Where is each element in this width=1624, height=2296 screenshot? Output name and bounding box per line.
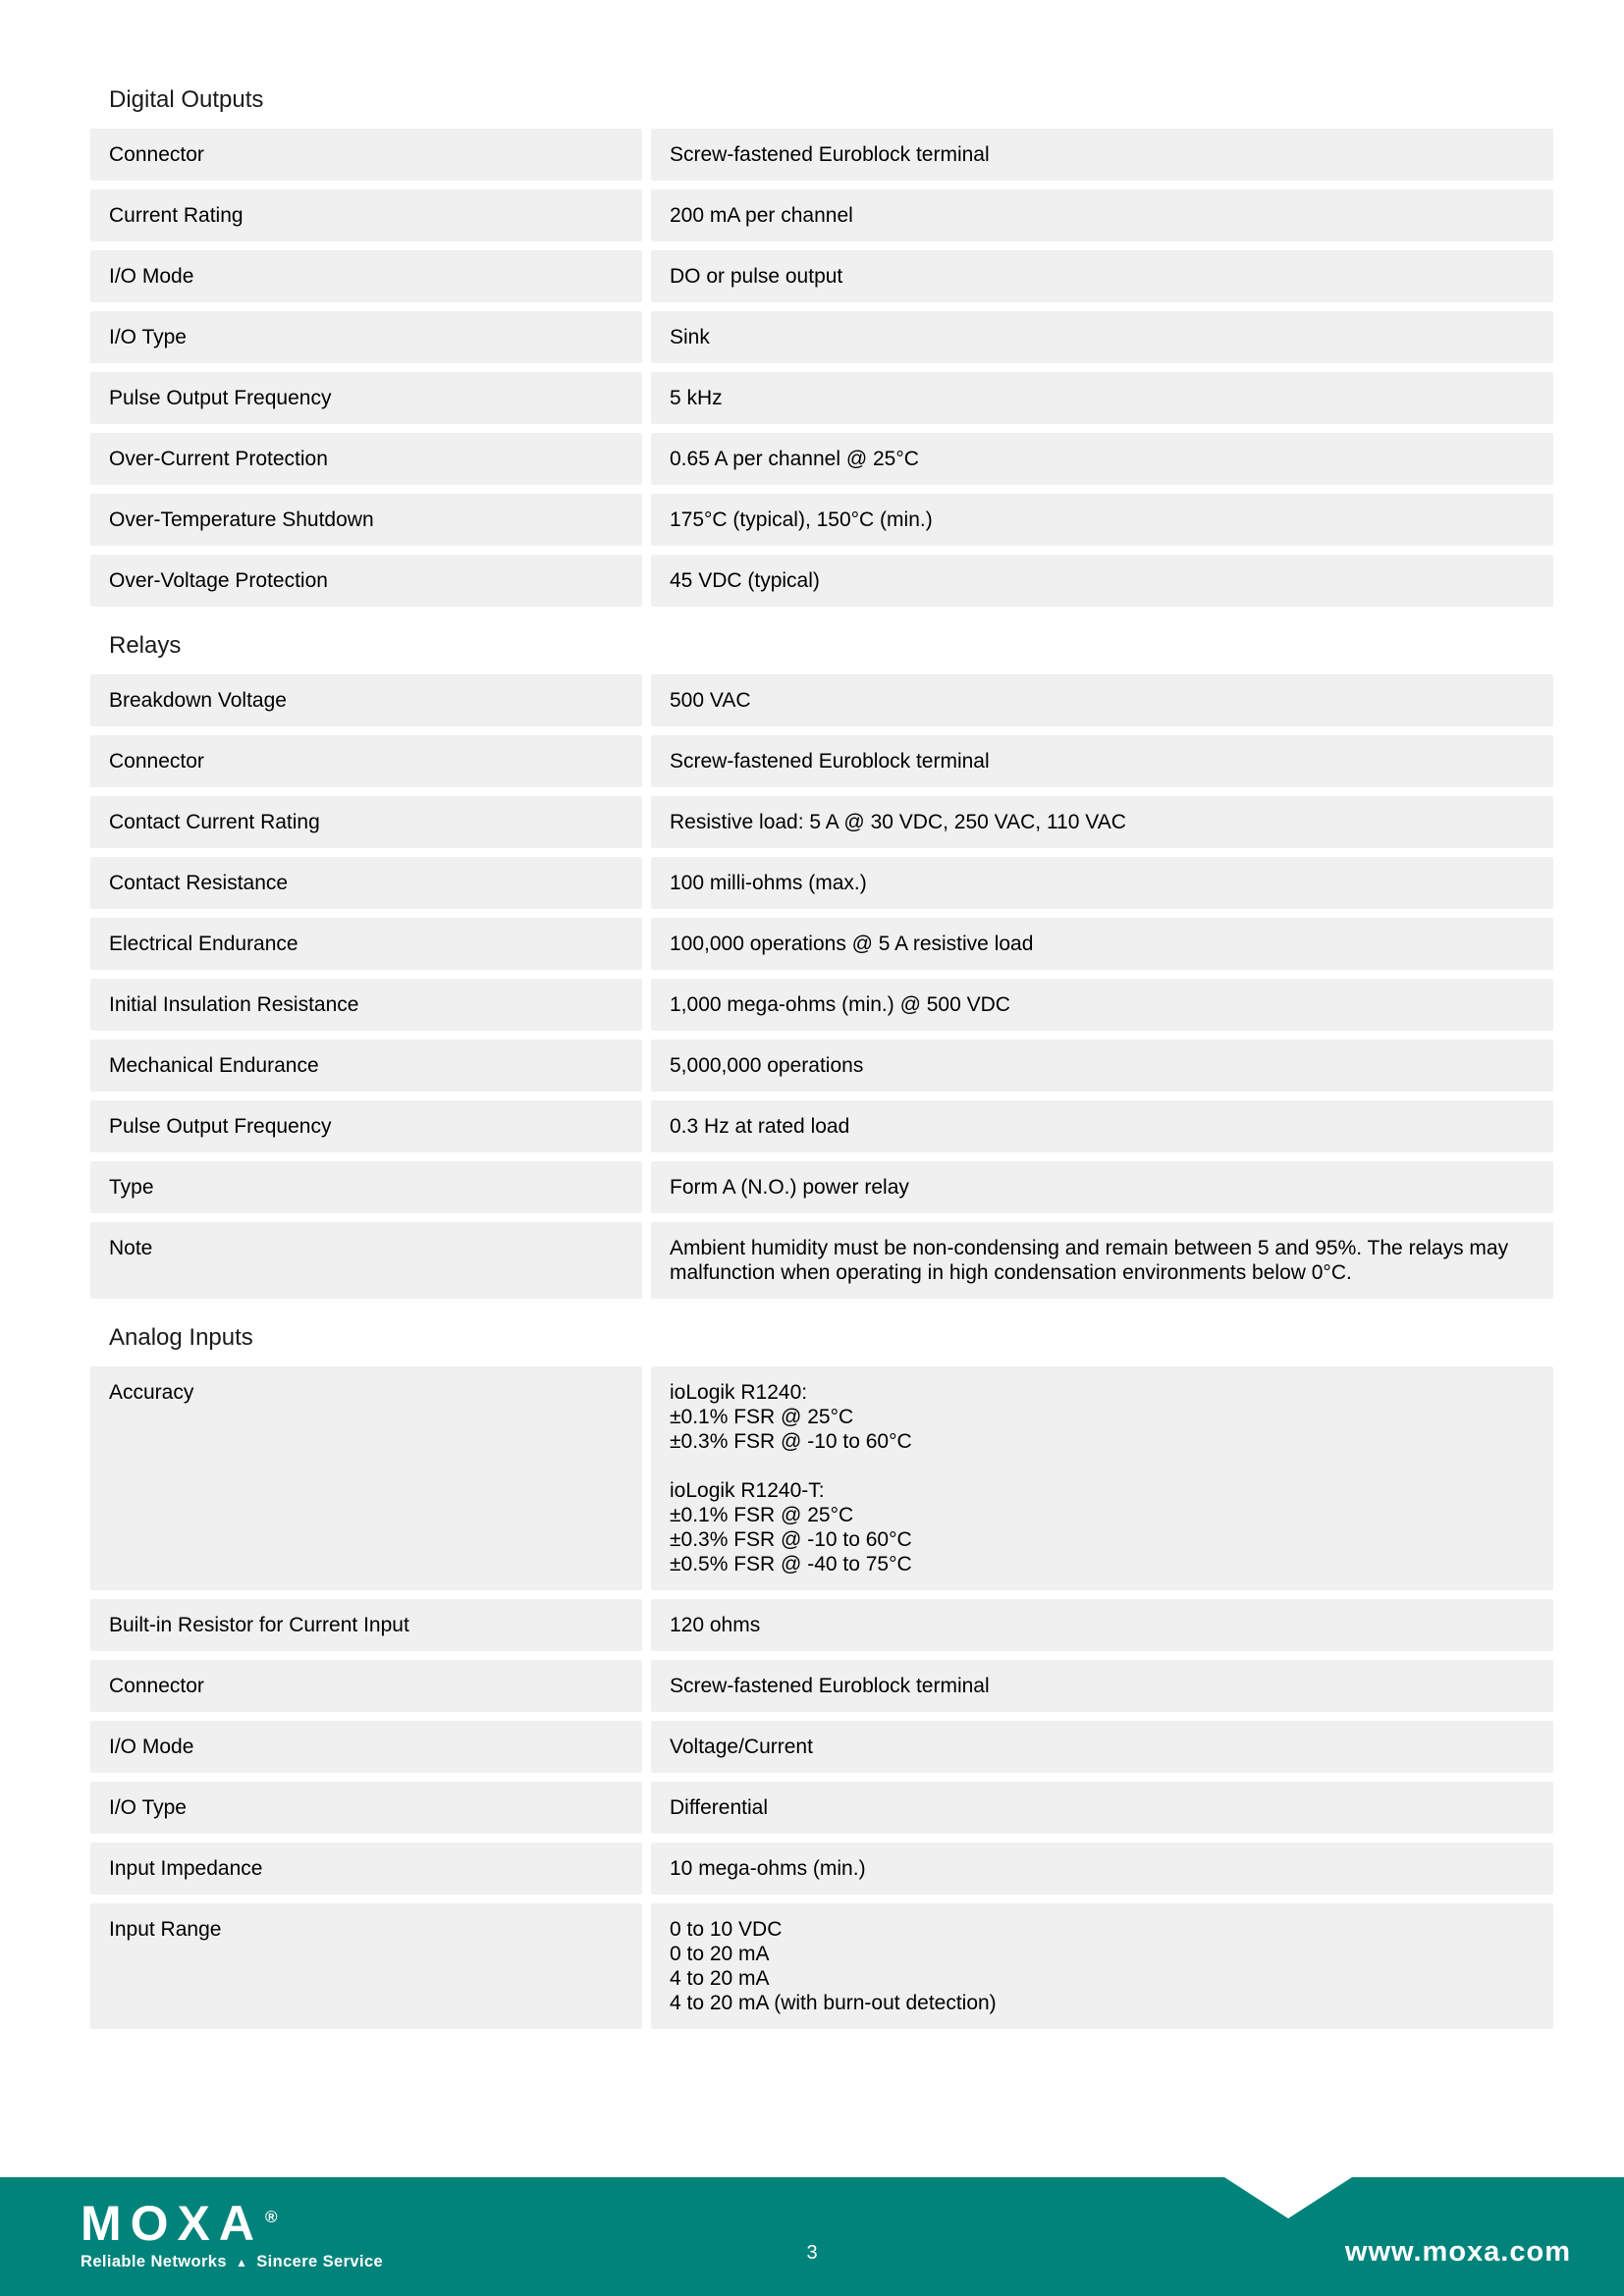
spec-value — [651, 555, 1553, 607]
spec-label: Over-Temperature Shutdown — [90, 494, 642, 546]
spec-section — [90, 632, 1553, 1299]
spec-value-line: ±0.1% FSR @ 25°C — [670, 1504, 854, 1526]
table-row — [90, 857, 1553, 909]
spec-value-line: Form A (N.O.) power relay — [670, 1176, 909, 1199]
spec-value — [651, 1100, 1553, 1152]
moxa-logo-wordmark — [81, 2196, 383, 2251]
spec-value-line: 10 mega-ohms (min.) — [670, 1857, 866, 1880]
spec-value — [651, 979, 1553, 1031]
registered-mark: ® — [265, 2208, 278, 2227]
table-row — [90, 979, 1553, 1031]
spec-value — [651, 796, 1553, 848]
spec-value-line: 45 VDC (typical) — [670, 569, 820, 592]
spec-value — [651, 1842, 1553, 1895]
spec-value-line: ±0.5% FSR @ -40 to 75°C — [670, 1553, 912, 1575]
table-row — [90, 1599, 1553, 1651]
spec-tables — [90, 86, 1553, 2038]
spec-label: Electrical Endurance — [90, 918, 642, 970]
spec-label: Initial Insulation Resistance — [90, 979, 642, 1031]
tagline-right: Sincere Service — [256, 2253, 384, 2270]
spec-value-line: DO or pulse output — [670, 265, 843, 288]
spec-label: I/O Mode — [90, 1721, 642, 1773]
spec-value — [651, 918, 1553, 970]
spec-value-line: ±0.3% FSR @ -10 to 60°C — [670, 1430, 912, 1453]
spec-value-line: 4 to 20 mA (with burn-out detection) — [670, 1992, 997, 2014]
table-row — [90, 735, 1553, 787]
spec-value — [651, 129, 1553, 181]
spec-value — [651, 1599, 1553, 1651]
spec-value-line: Differential — [670, 1796, 768, 1819]
table-row — [90, 1366, 1553, 1590]
spec-value-line: ioLogik R1240-T: — [670, 1479, 825, 1502]
table-row — [90, 311, 1553, 363]
tagline-left: Reliable Networks — [81, 2253, 227, 2270]
spec-section — [90, 86, 1553, 607]
spec-value-line: 100 milli-ohms (max.) — [670, 872, 867, 894]
spec-value-line: ±0.1% FSR @ 25°C — [670, 1406, 854, 1428]
spec-value — [651, 1366, 1553, 1590]
spec-label: Note — [90, 1222, 642, 1299]
spec-value-line: ±0.3% FSR @ -10 to 60°C — [670, 1528, 912, 1551]
table-row — [90, 1842, 1553, 1895]
spec-label: Contact Current Rating — [90, 796, 642, 848]
spec-label: Connector — [90, 129, 642, 181]
spec-value — [651, 250, 1553, 302]
spec-value-line: 100,000 operations @ 5 A resistive load — [670, 933, 1034, 955]
spec-label: Input Impedance — [90, 1842, 642, 1895]
spec-value — [651, 1660, 1553, 1712]
spec-value-line: 175°C (typical), 150°C (min.) — [670, 508, 933, 531]
spec-label: Type — [90, 1161, 642, 1213]
spec-value-line: Screw-fastened Euroblock terminal — [670, 143, 990, 166]
spec-value — [651, 1782, 1553, 1834]
table-row — [90, 189, 1553, 241]
spec-label: Current Rating — [90, 189, 642, 241]
spec-label: Built-in Resistor for Current Input — [90, 1599, 642, 1651]
table-row — [90, 1161, 1553, 1213]
spec-value-line: 0 to 20 mA — [670, 1943, 770, 1965]
spec-value-line: Screw-fastened Euroblock terminal — [670, 750, 990, 773]
spec-value-line — [670, 1454, 1535, 1478]
spec-value — [651, 494, 1553, 546]
website-link[interactable]: www.moxa.com — [1344, 2236, 1571, 2268]
table-row — [90, 494, 1553, 546]
spec-label: I/O Type — [90, 311, 642, 363]
spec-value-line: ioLogik R1240: — [670, 1381, 808, 1404]
table-row — [90, 372, 1553, 424]
spec-label: Breakdown Voltage — [90, 674, 642, 726]
spec-label: I/O Type — [90, 1782, 642, 1834]
spec-value-line: 1,000 mega-ohms (min.) @ 500 VDC — [670, 993, 1010, 1016]
spec-value-line: 5,000,000 operations — [670, 1054, 864, 1077]
spec-value — [651, 735, 1553, 787]
spec-value-line: 200 mA per channel — [670, 204, 853, 227]
spec-value-line: Resistive load: 5 A @ 30 VDC, 250 VAC, 110 VAC — [670, 811, 1126, 833]
section-title: Relays — [109, 632, 182, 659]
spec-value — [651, 857, 1553, 909]
spec-label: Pulse Output Frequency — [90, 1100, 642, 1152]
spec-section — [90, 1324, 1553, 2029]
table-row — [90, 674, 1553, 726]
spec-value — [651, 1721, 1553, 1773]
spec-value-line: 500 VAC — [670, 689, 751, 712]
tagline-triangle-icon: ▲ — [235, 2255, 248, 2269]
spec-label: Mechanical Endurance — [90, 1040, 642, 1092]
table-row — [90, 1040, 1553, 1092]
table-row — [90, 1222, 1553, 1299]
spec-value-line: 0 to 10 VDC — [670, 1918, 783, 1941]
spec-value-line: 5 kHz — [670, 387, 723, 409]
table-row — [90, 129, 1553, 181]
table-row — [90, 1903, 1553, 2029]
table-row — [90, 250, 1553, 302]
spec-value — [651, 674, 1553, 726]
section-title: Analog Inputs — [109, 1324, 253, 1351]
spec-value — [651, 1903, 1553, 2029]
spec-value-line: Ambient humidity must be non-condensing and remain between 5 and 95%. The relays may malfunction when operating in high condensation environments below 0°C. — [670, 1237, 1509, 1284]
spec-label: Over-Current Protection — [90, 433, 642, 485]
table-row — [90, 1100, 1553, 1152]
table-row — [90, 433, 1553, 485]
spec-value — [651, 311, 1553, 363]
table-row — [90, 918, 1553, 970]
footer-notch-icon — [1224, 2177, 1352, 2218]
spec-label: Input Range — [90, 1903, 642, 2029]
section-title: Digital Outputs — [109, 86, 264, 113]
spec-value-line: Screw-fastened Euroblock terminal — [670, 1675, 990, 1697]
spec-value — [651, 1161, 1553, 1213]
spec-label: Contact Resistance — [90, 857, 642, 909]
spec-value-line: Sink — [670, 326, 710, 348]
table-row — [90, 1660, 1553, 1712]
spec-label: Pulse Output Frequency — [90, 372, 642, 424]
spec-value — [651, 433, 1553, 485]
table-row — [90, 555, 1553, 607]
page-number: 3 — [806, 2242, 818, 2264]
spec-value-line: 0.65 A per channel @ 25°C — [670, 448, 919, 470]
spec-label: Accuracy — [90, 1366, 642, 1590]
footer-bar — [0, 2177, 1624, 2296]
spec-label: Connector — [90, 735, 642, 787]
spec-value — [651, 1222, 1553, 1299]
table-row — [90, 1782, 1553, 1834]
spec-value — [651, 372, 1553, 424]
spec-value-line: Voltage/Current — [670, 1735, 813, 1758]
table-row — [90, 796, 1553, 848]
spec-label: Over-Voltage Protection — [90, 555, 642, 607]
spec-label: Connector — [90, 1660, 642, 1712]
spec-label: I/O Mode — [90, 250, 642, 302]
spec-value — [651, 1040, 1553, 1092]
spec-value — [651, 189, 1553, 241]
table-row — [90, 1721, 1553, 1773]
spec-value-line: 4 to 20 mA — [670, 1967, 770, 1990]
spec-value-line: 120 ohms — [670, 1614, 761, 1636]
spec-value-line: 0.3 Hz at rated load — [670, 1115, 850, 1138]
moxa-brand-text: MOXA — [81, 2196, 263, 2251]
